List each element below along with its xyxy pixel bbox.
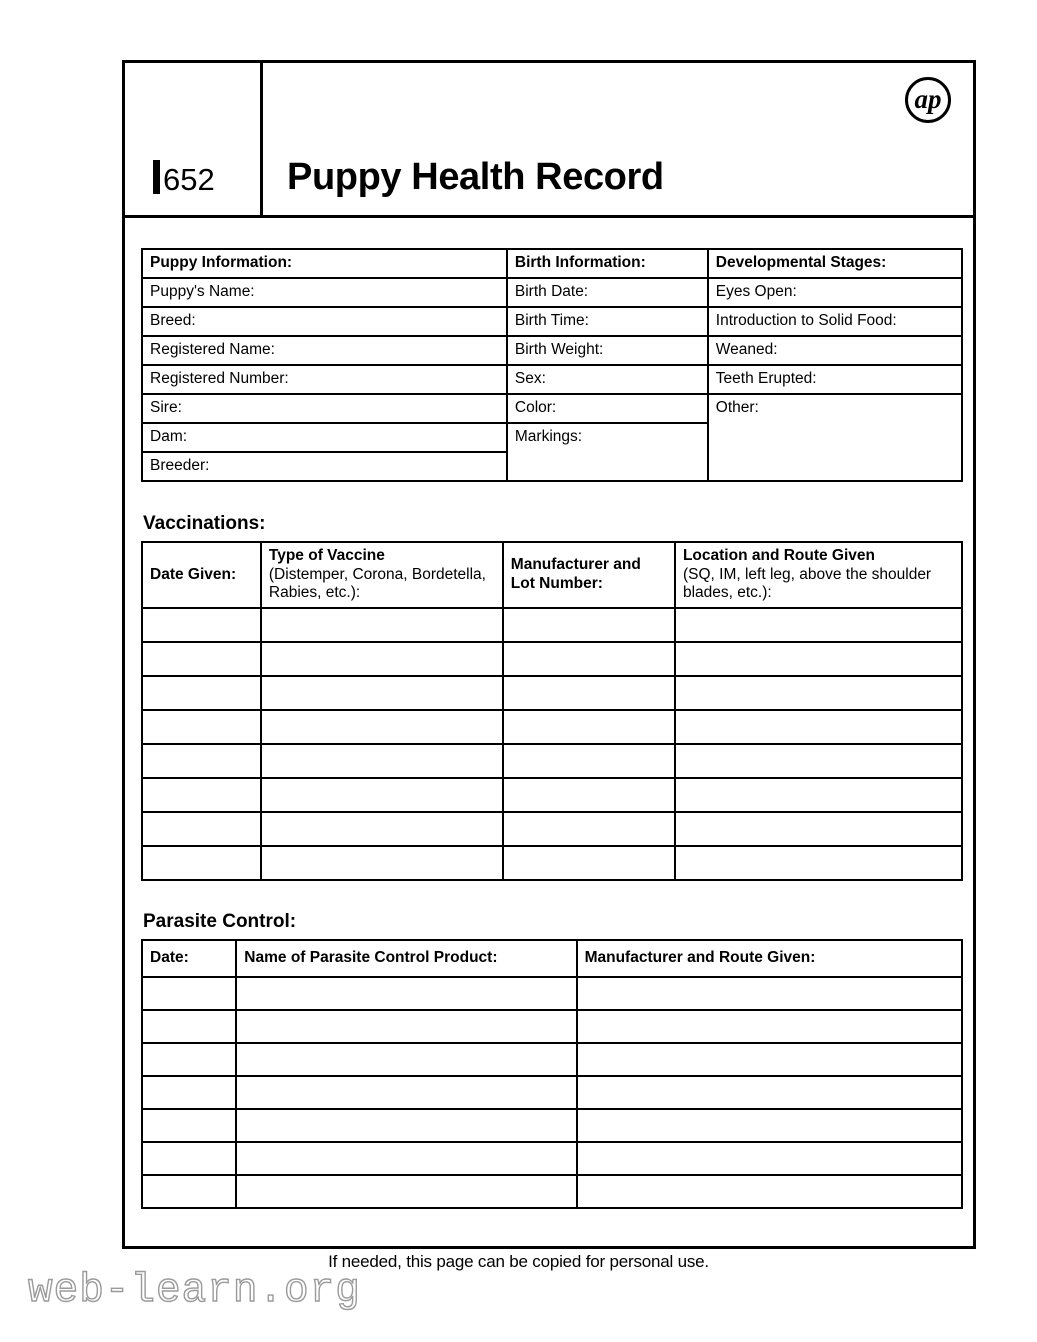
table-row	[142, 1175, 962, 1208]
parasite-entry-cell[interactable]	[236, 1142, 576, 1175]
form-code-number: 652	[163, 162, 215, 197]
parasite-entry-cell[interactable]	[577, 977, 962, 1010]
form-code-cell	[125, 63, 263, 215]
table-header-row	[142, 542, 962, 608]
vaccination-entry-cell[interactable]	[675, 608, 962, 642]
vaccination-entry-cell[interactable]	[142, 846, 261, 880]
column-header-type-of-vaccine-examples: (Distemper, Corona, Bordetella, Rabies, etc.):	[268, 565, 486, 602]
column-header-manufacturer-and-route-given: Manufacturer and Route Given:	[577, 940, 962, 977]
parasite-control-rows	[142, 977, 962, 1208]
table-row	[142, 744, 962, 778]
parasite-entry-cell[interactable]	[142, 1142, 236, 1175]
footer-note: If needed, this page can be copied for personal use.	[328, 1252, 709, 1271]
field-label-color[interactable]: Color:	[507, 394, 708, 423]
parasite-entry-cell[interactable]	[577, 1010, 962, 1043]
vaccination-entry-cell[interactable]	[675, 778, 962, 812]
page-title: Puppy Health Record	[287, 156, 664, 198]
vaccinations-block	[141, 513, 963, 881]
vaccination-entry-cell[interactable]	[261, 608, 503, 642]
field-label-puppys-name[interactable]: Puppy's Name:	[142, 278, 507, 307]
parasite-entry-cell[interactable]	[236, 1076, 576, 1109]
parasite-entry-cell[interactable]	[236, 1109, 576, 1142]
field-label-registered-number[interactable]: Registered Number:	[142, 365, 507, 394]
vaccination-entry-cell[interactable]	[142, 778, 261, 812]
developmental-stages-heading: Developmental Stages:	[708, 249, 962, 278]
parasite-entry-cell[interactable]	[577, 1175, 962, 1208]
column-header-date: Date:	[142, 940, 236, 977]
table-row	[142, 846, 962, 880]
vaccination-entry-cell[interactable]	[503, 710, 675, 744]
vaccination-entry-cell[interactable]	[675, 812, 962, 846]
column-header-location-and-route-given	[675, 542, 962, 608]
vaccinations-table	[141, 541, 963, 881]
parasite-entry-cell[interactable]	[236, 977, 576, 1010]
table-row	[142, 1142, 962, 1175]
parasite-entry-cell[interactable]	[236, 1043, 576, 1076]
field-label-breed[interactable]: Breed:	[142, 307, 507, 336]
field-label-other[interactable]: Other:	[708, 394, 962, 481]
vaccination-entry-cell[interactable]	[503, 846, 675, 880]
vaccination-entry-cell[interactable]	[675, 744, 962, 778]
table-row	[142, 676, 962, 710]
vaccination-entry-cell[interactable]	[261, 812, 503, 846]
parasite-entry-cell[interactable]	[142, 1043, 236, 1076]
field-label-eyes-open[interactable]: Eyes Open:	[708, 278, 962, 307]
parasite-control-table	[141, 939, 963, 1209]
vaccination-entry-cell[interactable]	[261, 744, 503, 778]
table-row	[142, 336, 962, 365]
table-row	[142, 710, 962, 744]
parasite-entry-cell[interactable]	[577, 1142, 962, 1175]
table-row	[142, 1043, 962, 1076]
field-label-markings[interactable]: Markings:	[507, 423, 708, 481]
table-row	[142, 812, 962, 846]
field-label-registered-name[interactable]: Registered Name:	[142, 336, 507, 365]
field-label-birth-time[interactable]: Birth Time:	[507, 307, 708, 336]
vaccination-entry-cell[interactable]	[261, 676, 503, 710]
column-header-type-of-vaccine-label: Type of Vaccine	[268, 547, 385, 565]
parasite-entry-cell[interactable]	[142, 1076, 236, 1109]
vaccination-entry-cell[interactable]	[261, 778, 503, 812]
vaccination-entry-cell[interactable]	[503, 744, 675, 778]
field-label-breeder[interactable]: Breeder:	[142, 452, 507, 481]
table-row	[142, 608, 962, 642]
parasite-entry-cell[interactable]	[236, 1010, 576, 1043]
field-label-teeth-erupted[interactable]: Teeth Erupted:	[708, 365, 962, 394]
column-header-date-given-label: Date Given:	[150, 565, 237, 583]
vaccination-entry-cell[interactable]	[142, 710, 261, 744]
column-header-location-and-route-given-label: Location and Route Given	[682, 547, 876, 565]
field-label-introduction-to-solid-food[interactable]: Introduction to Solid Food:	[708, 307, 962, 336]
column-header-manufacturer-and-lot-number	[503, 542, 675, 608]
vaccination-entry-cell[interactable]	[675, 676, 962, 710]
form-code	[153, 159, 215, 197]
field-label-sex[interactable]: Sex:	[507, 365, 708, 394]
watermark: web-learn.org	[28, 1268, 361, 1314]
brand-logo-text: ap	[914, 83, 942, 114]
vaccination-entry-cell[interactable]	[261, 642, 503, 676]
vaccinations-section-title: Vaccinations:	[143, 513, 266, 534]
vaccination-entry-cell[interactable]	[142, 744, 261, 778]
column-header-name-of-parasite-control-product: Name of Parasite Control Product:	[236, 940, 576, 977]
field-label-weaned[interactable]: Weaned:	[708, 336, 962, 365]
column-header-manufacturer-and-lot-number-label: Manufacturer and Lot Number:	[510, 556, 641, 592]
parasite-entry-cell[interactable]	[142, 977, 236, 1010]
vaccination-entry-cell[interactable]	[261, 710, 503, 744]
parasite-entry-cell[interactable]	[577, 1043, 962, 1076]
vaccination-entry-cell[interactable]	[142, 642, 261, 676]
parasite-entry-cell[interactable]	[236, 1175, 576, 1208]
vaccination-entry-cell[interactable]	[503, 642, 675, 676]
field-label-birth-date[interactable]: Birth Date:	[507, 278, 708, 307]
parasite-control-section-title: Parasite Control:	[143, 911, 297, 932]
vaccinations-rows	[142, 608, 962, 880]
parasite-entry-cell[interactable]	[142, 1175, 236, 1208]
birth-information-heading: Birth Information:	[507, 249, 708, 278]
vaccination-entry-cell[interactable]	[142, 608, 261, 642]
vaccination-entry-cell[interactable]	[142, 676, 261, 710]
vaccination-entry-cell[interactable]	[675, 846, 962, 880]
document-header	[125, 63, 973, 218]
parasite-entry-cell[interactable]	[577, 1076, 962, 1109]
table-row	[142, 394, 962, 423]
table-row	[142, 278, 962, 307]
table-row	[142, 1109, 962, 1142]
column-header-location-and-route-given-examples: (SQ, IM, left leg, above the shoulder blades, etc.):	[682, 565, 932, 602]
parasite-entry-cell[interactable]	[577, 1109, 962, 1142]
vaccination-entry-cell[interactable]	[503, 608, 675, 642]
column-header-date-given	[142, 542, 261, 608]
puppy-information-table	[141, 248, 963, 482]
vaccination-entry-cell[interactable]	[142, 812, 261, 846]
puppy-information-heading: Puppy Information:	[142, 249, 507, 278]
table-row	[142, 778, 962, 812]
parasite-entry-cell[interactable]	[142, 1109, 236, 1142]
vaccination-entry-cell[interactable]	[261, 846, 503, 880]
table-row	[142, 365, 962, 394]
table-row	[142, 1076, 962, 1109]
parasite-entry-cell[interactable]	[142, 1010, 236, 1043]
vaccination-entry-cell[interactable]	[503, 812, 675, 846]
brand-logo-icon	[905, 77, 951, 123]
field-label-dam[interactable]: Dam:	[142, 423, 507, 452]
vaccination-entry-cell[interactable]	[503, 778, 675, 812]
vaccination-entry-cell[interactable]	[503, 676, 675, 710]
parasite-control-block	[141, 911, 963, 1209]
table-row	[142, 642, 962, 676]
document-page	[122, 60, 976, 1249]
field-label-sire[interactable]: Sire:	[142, 394, 507, 423]
table-row	[142, 307, 962, 336]
vaccination-entry-cell[interactable]	[675, 710, 962, 744]
table-row	[142, 1010, 962, 1043]
form-code-bar-glyph	[153, 160, 160, 194]
field-label-birth-weight[interactable]: Birth Weight:	[507, 336, 708, 365]
puppy-information-block	[141, 248, 963, 482]
table-header-row	[142, 940, 962, 977]
column-header-type-of-vaccine	[261, 542, 503, 608]
table-row	[142, 977, 962, 1010]
table-row	[142, 249, 962, 278]
vaccination-entry-cell[interactable]	[675, 642, 962, 676]
